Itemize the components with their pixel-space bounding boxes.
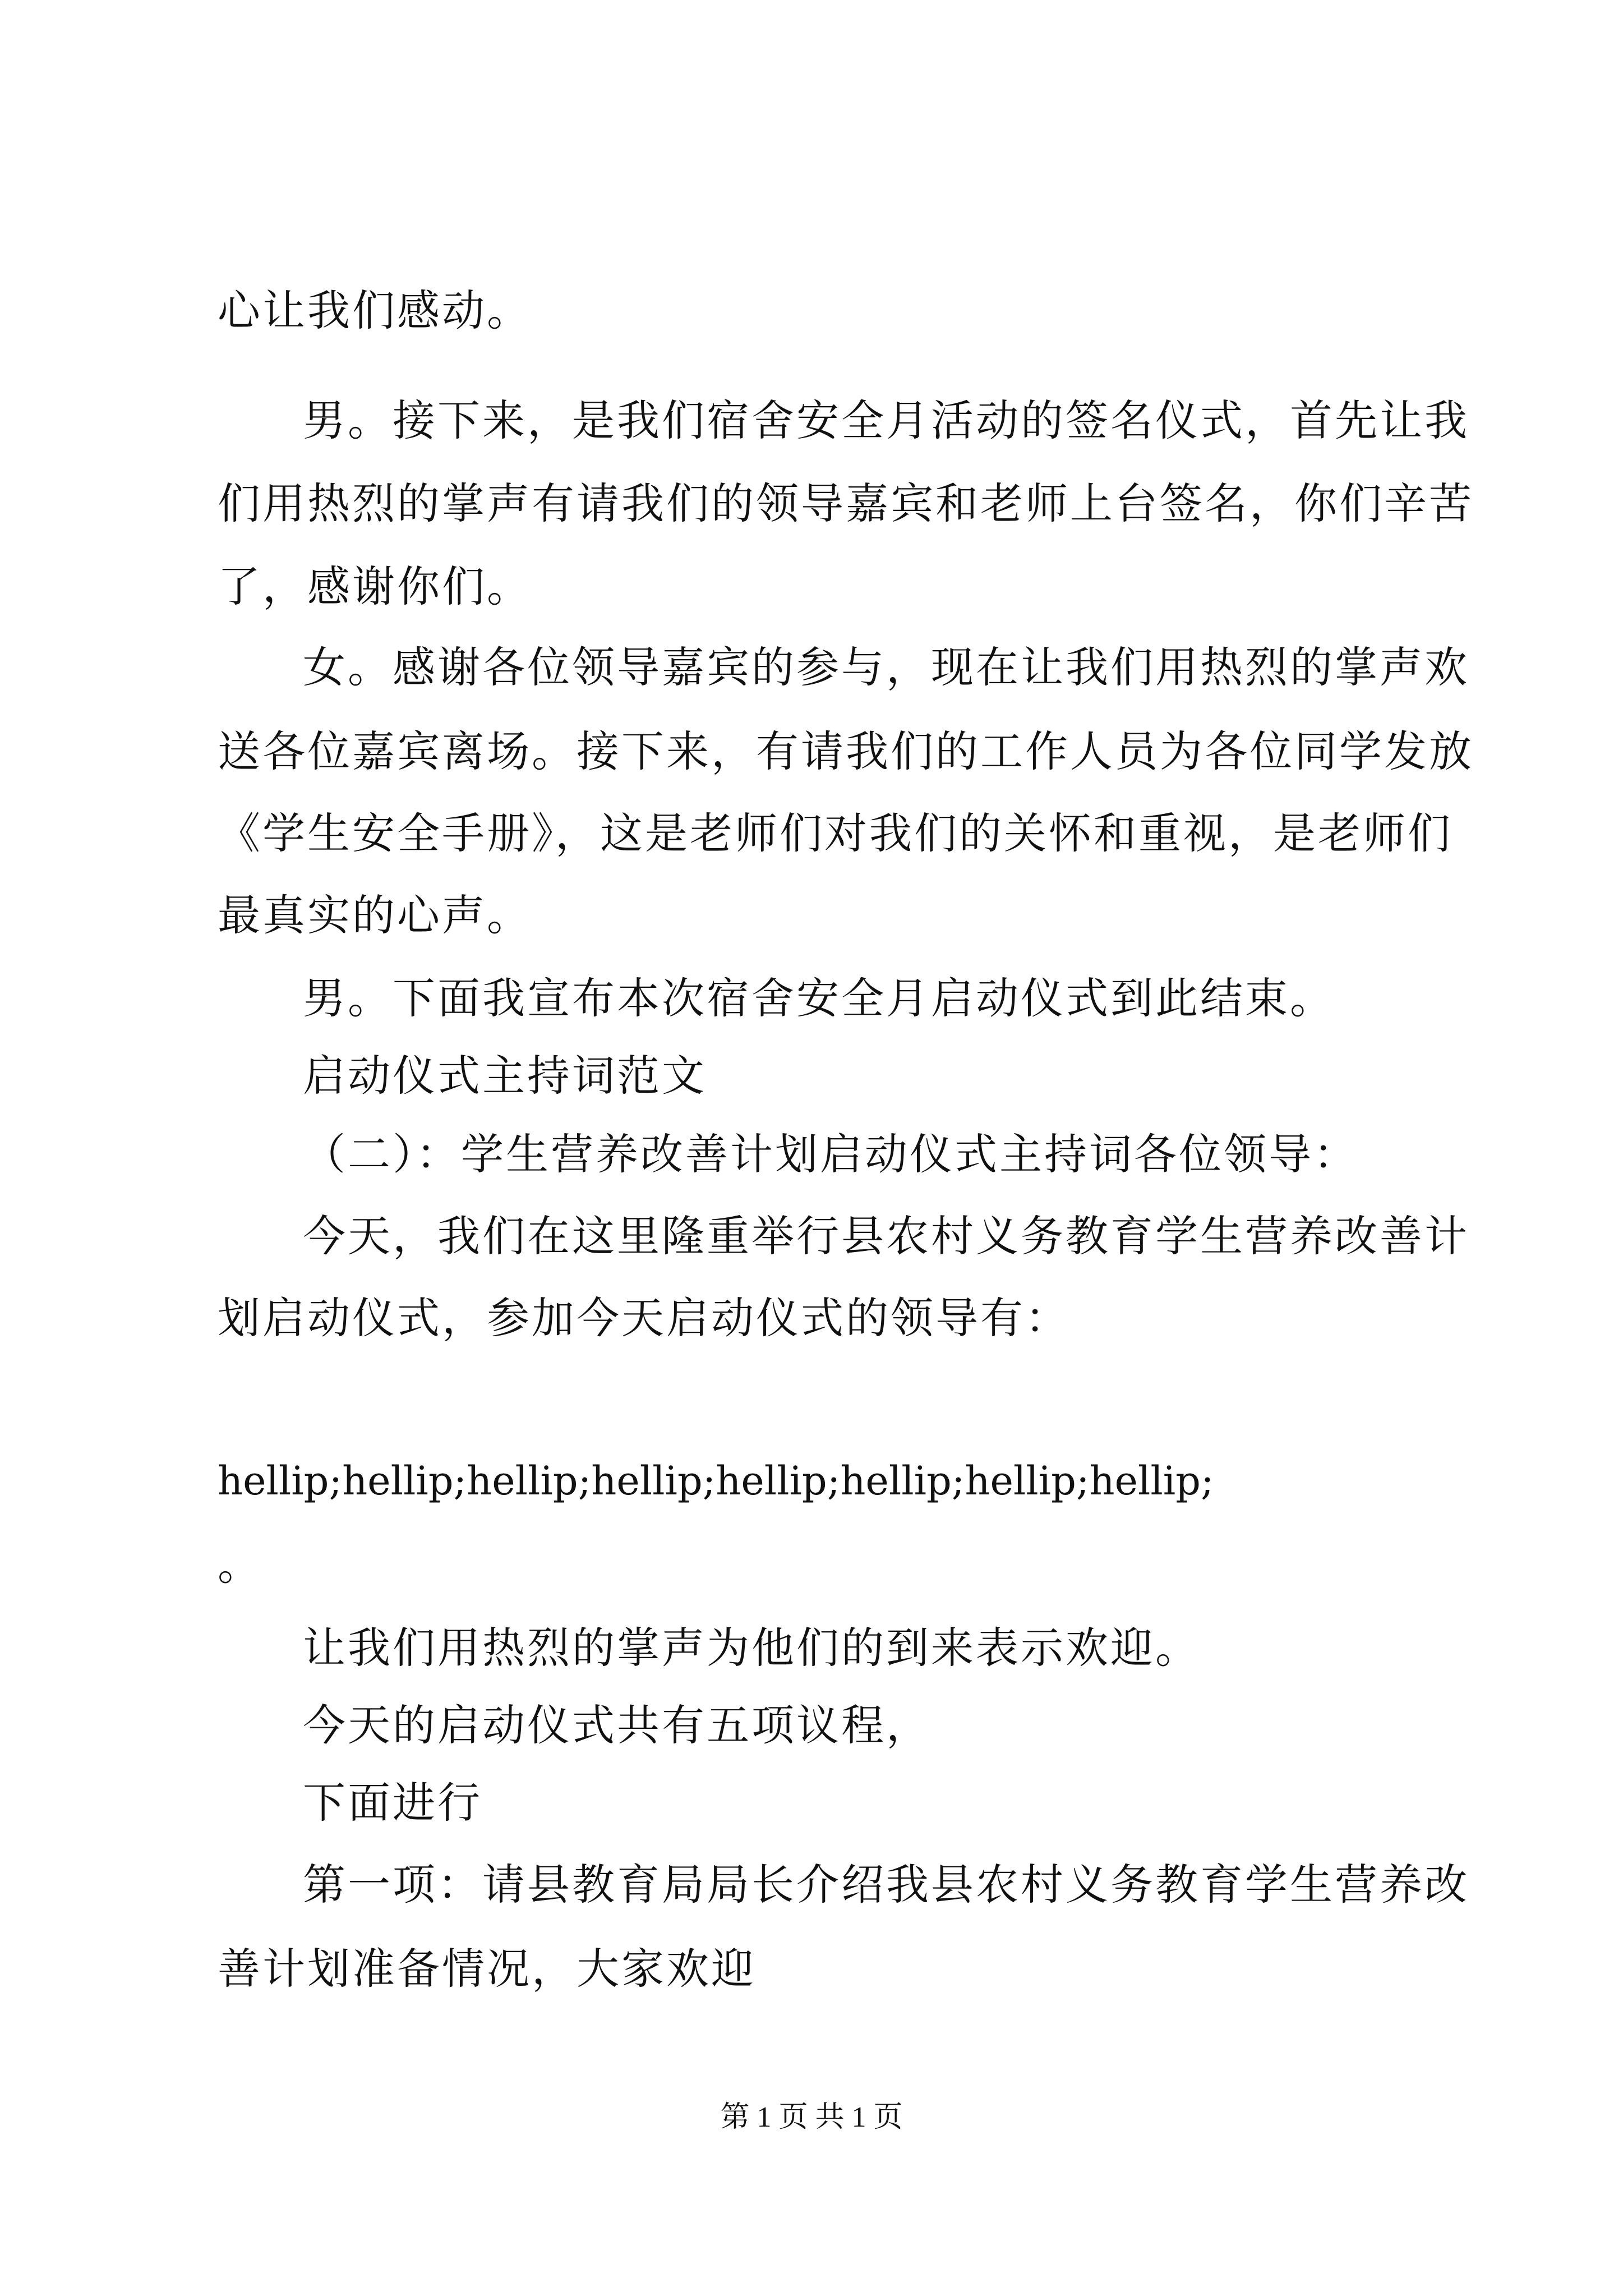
text-line: 最真实的心声。 bbox=[218, 890, 532, 940]
text-line: 了，感谢你们。 bbox=[218, 562, 532, 611]
text-line: 第一项：请县教育局局长介绍我县农村义务教育学生营养改 bbox=[303, 1860, 1469, 1910]
text-line: 下面进行 bbox=[303, 1778, 482, 1828]
text-line: 今天，我们在这里隆重举行县农村义务教育学生营养改善计 bbox=[303, 1211, 1469, 1261]
text-line: 划启动仪式，参加今天启动仪式的领导有： bbox=[218, 1293, 1070, 1343]
text-line: 男。接下来，是我们宿舍安全月活动的签名仪式，首先让我 bbox=[303, 395, 1469, 445]
text-line: 今天的启动仪式共有五项议程， bbox=[303, 1700, 931, 1750]
text-line: （二）：学生营养改善计划启动仪式主持词各位领导： bbox=[303, 1129, 1358, 1179]
text-line: 善计划准备情况，大家欢迎 bbox=[218, 1944, 756, 1994]
text-line: hellip;hellip;hellip;hellip;hellip;hellip;hellip;hellip; bbox=[218, 1458, 1214, 1504]
text-line: 心让我们感动。 bbox=[218, 286, 532, 335]
text-line: 送各位嘉宾离场。接下来，有请我们的工作人员为各位同学发放 bbox=[218, 726, 1474, 776]
text-line: 男。下面我宣布本次宿舍安全月启动仪式到此结束。 bbox=[303, 973, 1335, 1023]
text-line: 启动仪式主持词范文 bbox=[303, 1051, 707, 1101]
text-line: 女。感谢各位领导嘉宾的参与，现在让我们用热烈的掌声欢 bbox=[303, 642, 1469, 692]
page-footer: 第 1 页 共 1 页 bbox=[720, 2101, 903, 2133]
text-line: 。 bbox=[218, 1540, 262, 1590]
text-line: 们用热烈的掌声有请我们的领导嘉宾和老师上台签名，你们辛苦 bbox=[218, 478, 1474, 528]
text-line: 《学生安全手册》，这是老师们对我们的关怀和重视，是老师们 bbox=[218, 808, 1453, 858]
text-line: 让我们用热烈的掌声为他们的到来表示欢迎。 bbox=[303, 1623, 1200, 1673]
